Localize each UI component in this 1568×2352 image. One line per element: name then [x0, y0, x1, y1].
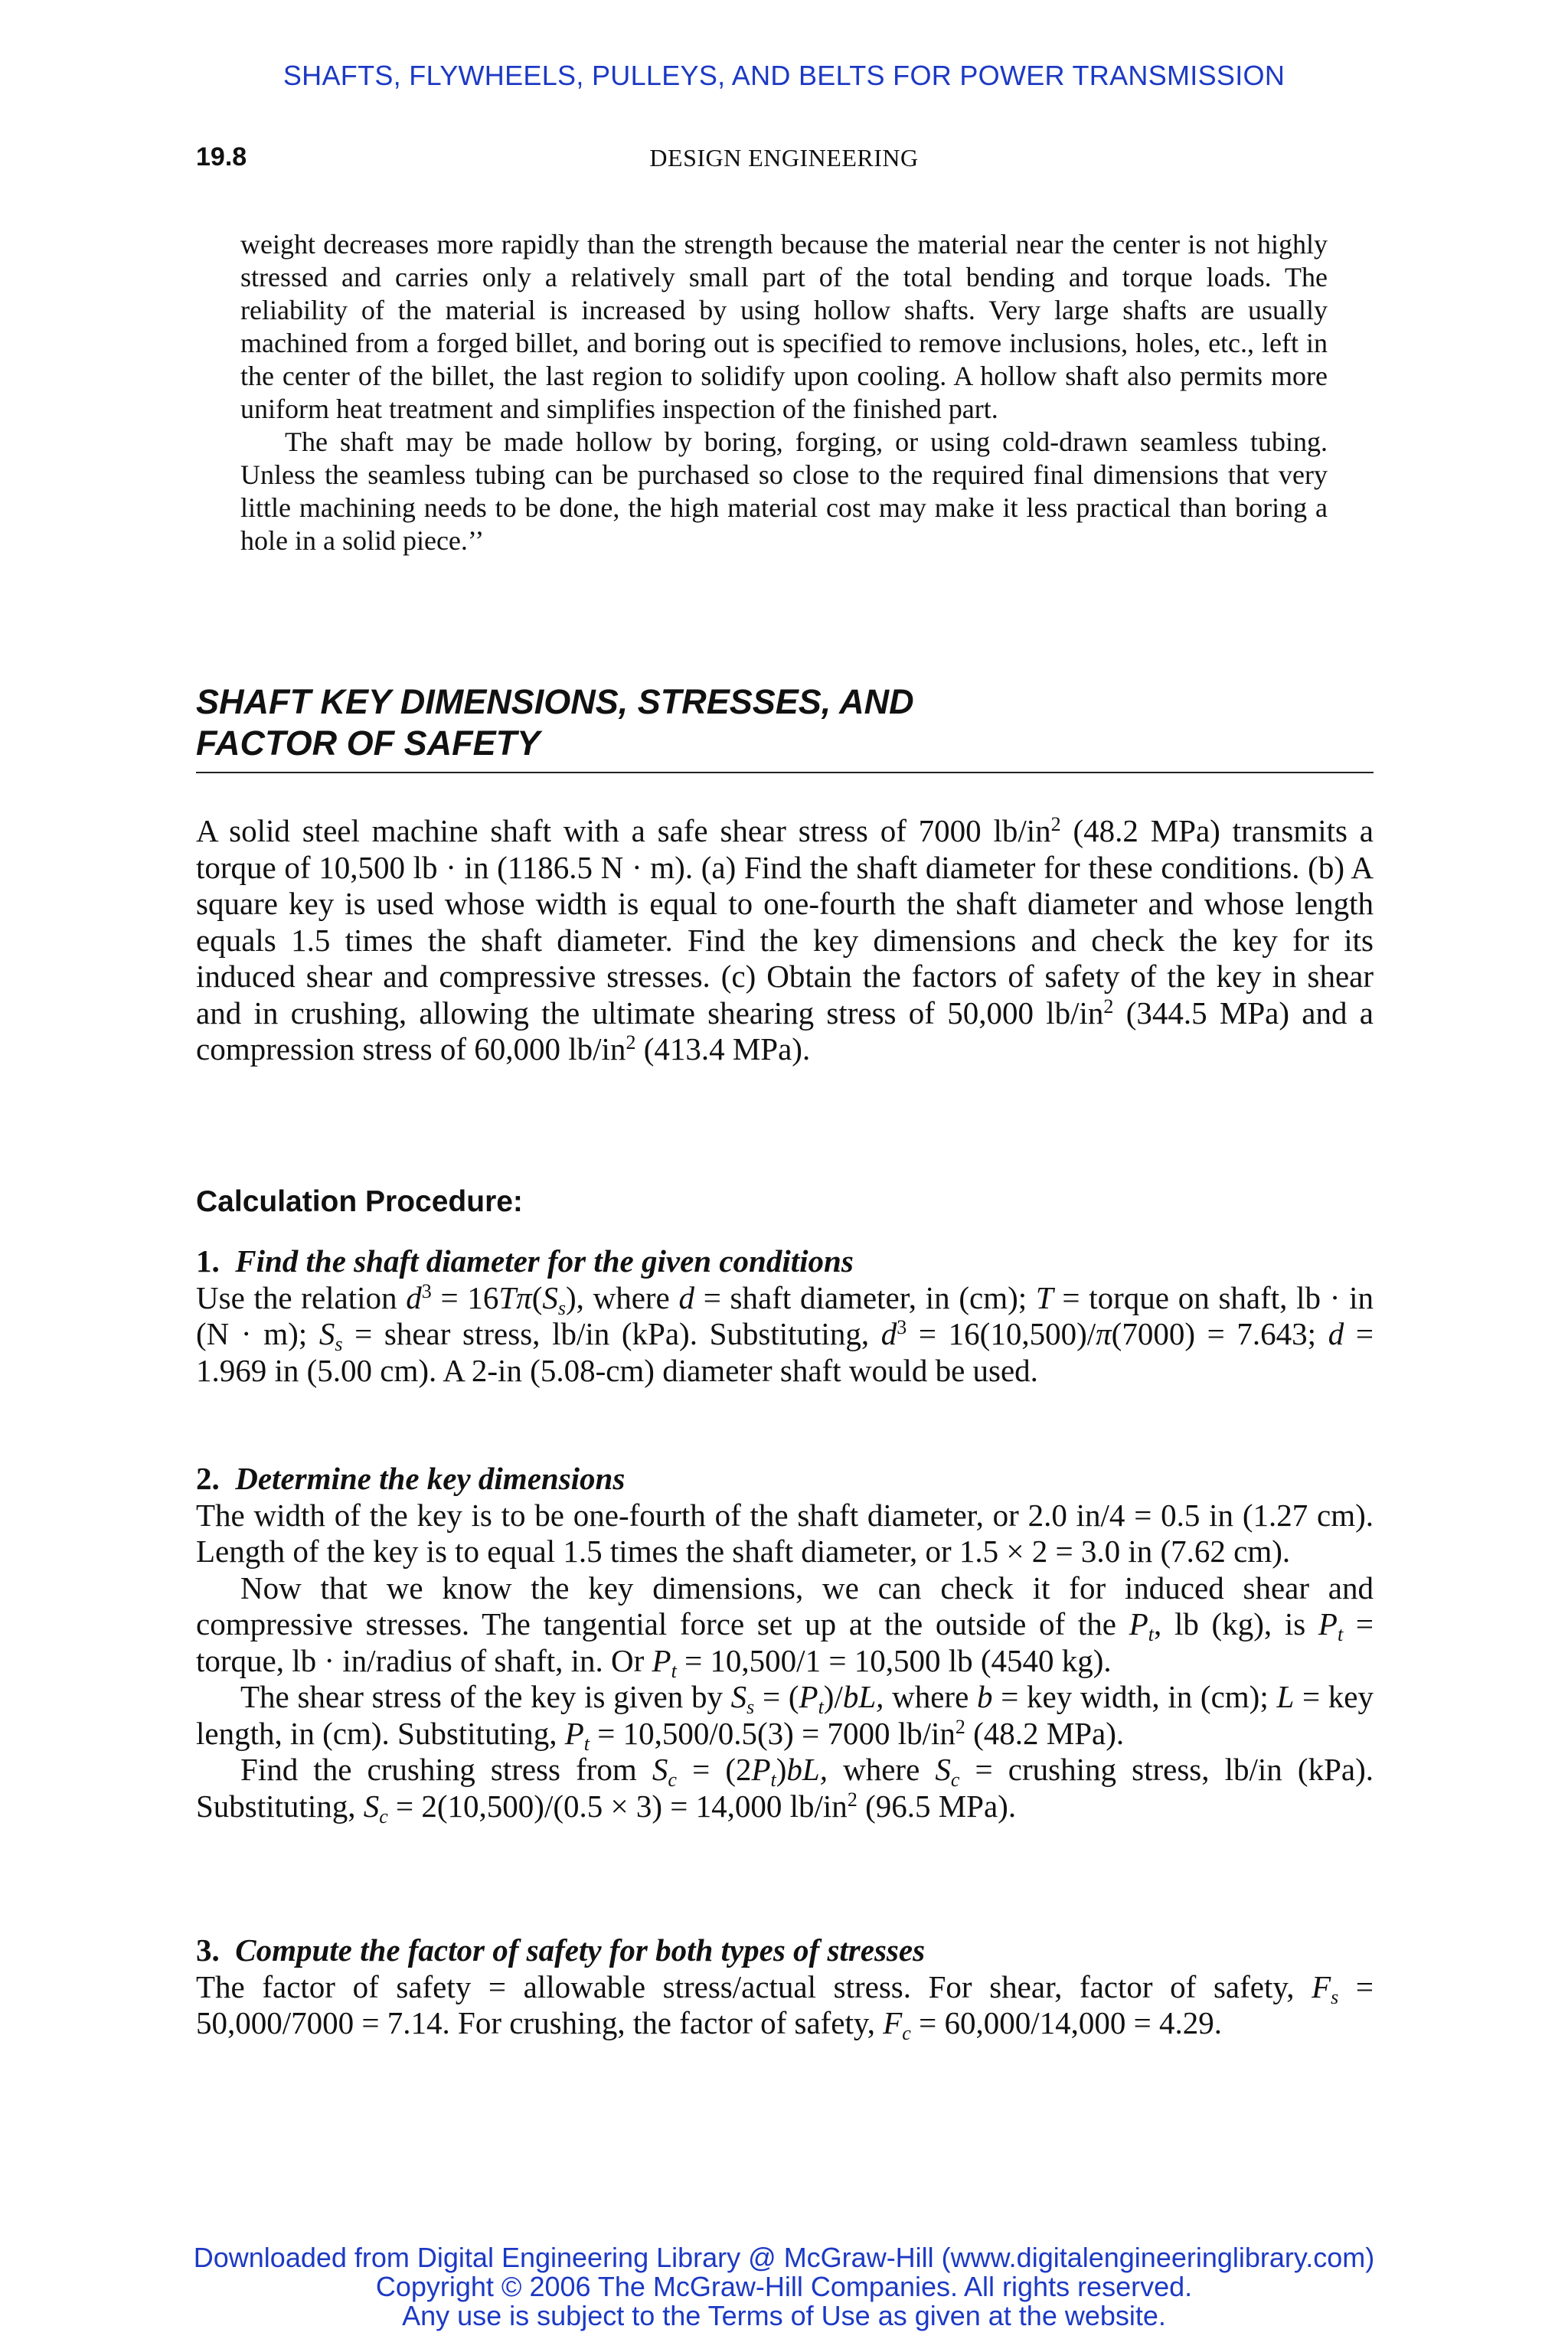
problem-statement: A solid steel machine shaft with a safe shear stress of 7000 $lb/in^2$ (48.2 MPa) transmits a torque of 10,500 lb · in (1186.5 N · m). (a) Find the shaft diameter for these conditions. (b) A square key is used whose width is equal to one-fourth the shaft diameter and whose length equals 1.5 times the shaft diameter. Find the key dimensions and check the key for its induced shear and compressive stresses. (c) Obtain the factors of safety of the key in shear and in crushing, allowing the ultimate shearing stress of 50,000 $lb/in^2$ (344.5 MPa) and a compression stress of 60,000 $lb/in^2$ (413.4 MPa).: [196, 813, 1374, 1067]
procedure-heading: Calculation Procedure:: [196, 1185, 523, 1218]
step-2-paragraph-2: Now that we know the key dimensions, we can check it for induced shear and compressive stresses. The tangential force set up at the outside of the $P_t$, lb (kg), is $P_t$ = torque, lb · in/radius of shaft, in. Or $P_t = 10,500/1 = 10,500$ lb (4540 kg).: [196, 1570, 1374, 1682]
footer-download-link[interactable]: Downloaded from Digital Engineering Library @ McGraw-Hill (www.digitalengineeringlibrary.com): [193, 2242, 1375, 2273]
step-1-text: Use the relation $d^3 = 16T\pi(S_s)$, where d = shaft diameter, in (cm); T = torque on shaft, lb · in (N · m); $S_s$ = shear stress, lb/in (kPa). Substituting, $d^3 = 16(10,500)/\pi(7000) = 7.643$; d = 1.969 in (5.00 cm). A 2-in (5.08-cm) diameter shaft would be used.: [196, 1279, 1374, 1388]
step-3: [196, 1932, 1374, 2042]
step-1: [196, 1243, 1374, 1389]
step-3-heading: 3. Compute the factor of safety for both types of stresses: [196, 1932, 926, 1968]
step-2-paragraph-1: The width of the key is to be one-fourth of the shaft diameter, or 2.0 in/4 = 0.5 in (1.27 cm). Length of the key is to equal 1.5 times the shaft diameter, or 1.5 × 2 = 3.0 in (7.62 cm).: [196, 1497, 1374, 1569]
section-divider: [196, 772, 1374, 773]
quote-paragraph-1: weight decreases more rapidly than the strength because the material near the center is not highly stressed and carries only a relatively small part of the total bending and torque loads. The reliability of the material is increased by using hollow shafts. Very large shafts are usually machined from a forged billet, and boring out is specified to remove inclusions, holes, etc., left in the center of the billet, the last region to solidify upon cooling. A hollow shaft also permits more uniform heat treatment and simplifies inspection of the finished part.: [240, 229, 1328, 424]
step-1-heading: 1. Find the shaft diameter for the given conditions: [196, 1243, 854, 1279]
chapter-head: DESIGN ENGINEERING: [649, 144, 919, 172]
step-2-heading: 2. Determine the key dimensions: [196, 1461, 626, 1496]
section-title: [196, 681, 1375, 764]
page-footer: [0, 2243, 1568, 2331]
quoted-text-block: [240, 228, 1328, 557]
section-title-line-2: FACTOR OF SAFETY: [196, 724, 541, 763]
page-number: 19.8: [196, 142, 247, 172]
footer-copyright: Copyright © 2006 The McGraw-Hill Companies. All rights reserved.: [375, 2271, 1193, 2302]
step-2: [196, 1461, 1374, 1828]
step-2-paragraph-3: The shear stress of the key is given by $S_s = (P_t)/bL$, where b = key width, in (cm); L = key length, in (cm). Substituting, $P_t = 10,500/0.5(3) = 7000$ $lb/in^2$ (48.2 MPa).: [196, 1679, 1374, 1755]
section-title-line-1: SHAFT KEY DIMENSIONS, STRESSES, AND: [196, 682, 914, 721]
step-2-paragraph-4: Find the crushing stress from $S_c = (2P_t)bL$, where $S_c$ = crushing stress, lb/in (kPa). Substituting, $S_c = 2(10,500)/(0.5 \times 3) = 14,000$ $lb/in^2$ (96.5 MPa).: [196, 1752, 1374, 1828]
quote-paragraph-2: The shaft may be made hollow by boring, forging, or using cold-drawn seamless tubing. Unless the seamless tubing can be purchased so close to the required final dimensions that very little machining needs to be done, the high material cost may make it less practical than boring a hole in a solid piece.’’: [240, 426, 1328, 556]
running-head: SHAFTS, FLYWHEELS, PULLEYS, AND BELTS FOR POWER TRANSMISSION: [283, 60, 1285, 91]
footer-terms: Any use is subject to the Terms of Use as given at the website.: [402, 2300, 1166, 2331]
step-3-text: The factor of safety = allowable stress/actual stress. For shear, factor of safety, $F_s = 50,000/7000 = 7.14$. For crushing, the factor of safety, $F_c = 60,000/14,000 = 4.29$.: [196, 1968, 1374, 2044]
